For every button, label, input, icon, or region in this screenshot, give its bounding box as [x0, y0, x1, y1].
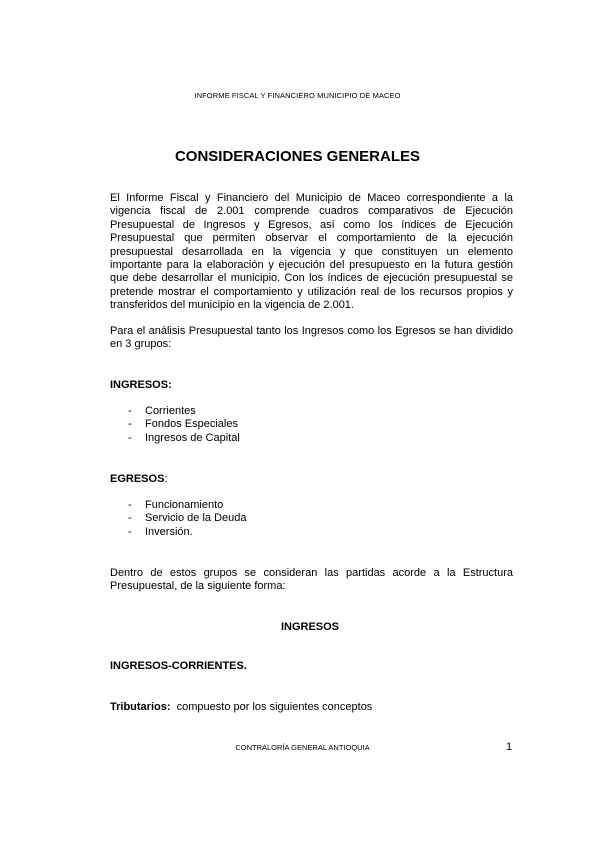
- page-title: CONSIDERACIONES GENERALES: [174, 148, 421, 165]
- list-item-label: Servicio de la Deuda: [145, 512, 247, 525]
- page-footer: CONTRALORÍA GENERAL ANTIOQUIA: [235, 743, 370, 752]
- list-item: [110, 512, 247, 525]
- tributarios-label: Tributarios:: [110, 701, 171, 713]
- tributarios-line: [110, 701, 372, 713]
- list-dash: -: [128, 525, 132, 538]
- list-dash: -: [128, 499, 132, 511]
- ingresos-center-heading: INGRESOS: [280, 621, 340, 633]
- ingresos-list: [110, 405, 240, 445]
- list-item-label: Ingresos de Capital: [145, 431, 240, 444]
- tributarios-text: compuesto por los siguientes conceptos: [176, 701, 373, 713]
- list-item-label: Funcionamiento: [145, 499, 224, 511]
- list-item: [110, 499, 247, 512]
- list-item: [110, 418, 240, 431]
- intro-paragraph: El Informe Fiscal y Financiero del Municipio de Maceo correspondiente a la vigencia fiscal de 2.001 comprende cuadros comparativos de Ejecución Presupuestal de Ingresos y Egresos, así como los índices de Ejecución Presupuestal que permiten observar el comportamiento de la ejecución presupuestal desarrollada en la vigencia y que constituyen un elemento importante para la elaboración y ejecución del presupuesto en la futura gestión que debe desarrollar el municipio. Con los índices de ejecución presupuestal se pretende mostrar el comportamiento y utilización real de los recursos propios y transferidos del municipio en la vigencia de 2.001.: [110, 192, 513, 312]
- structure-paragraph: Dentro de estos grupos se consideran las partidas acorde a la Estructura Presupuestal, de la siguiente forma:: [110, 567, 513, 593]
- analysis-paragraph: Para el análisis Presupuestal tanto los Ingresos como los Egresos se han dividido en 3 grupos:: [110, 325, 513, 351]
- list-item-label: Fondos Especiales: [145, 418, 238, 431]
- list-dash: -: [128, 418, 132, 431]
- list-dash: -: [128, 405, 132, 417]
- list-dash: -: [128, 512, 132, 525]
- egresos-heading-colon: :: [164, 473, 168, 485]
- list-dash: -: [128, 431, 132, 444]
- egresos-heading-label: EGRESOS: [110, 473, 165, 485]
- egresos-list: [110, 499, 247, 539]
- list-item: [110, 405, 240, 418]
- egresos-heading: [110, 473, 167, 485]
- ingresos-heading: INGRESOS:: [110, 379, 172, 391]
- ingresos-corrientes-heading: INGRESOS-CORRIENTES.: [110, 660, 247, 672]
- list-item: [110, 432, 240, 445]
- list-item-label: Inversión.: [145, 525, 193, 538]
- list-item: [110, 526, 247, 539]
- page-number: 1: [506, 741, 513, 753]
- list-item-label: Corrientes: [145, 405, 196, 417]
- page-header: INFORME FISCAL Y FINANCIERO MUNICIPIO DE MACEO: [194, 91, 401, 100]
